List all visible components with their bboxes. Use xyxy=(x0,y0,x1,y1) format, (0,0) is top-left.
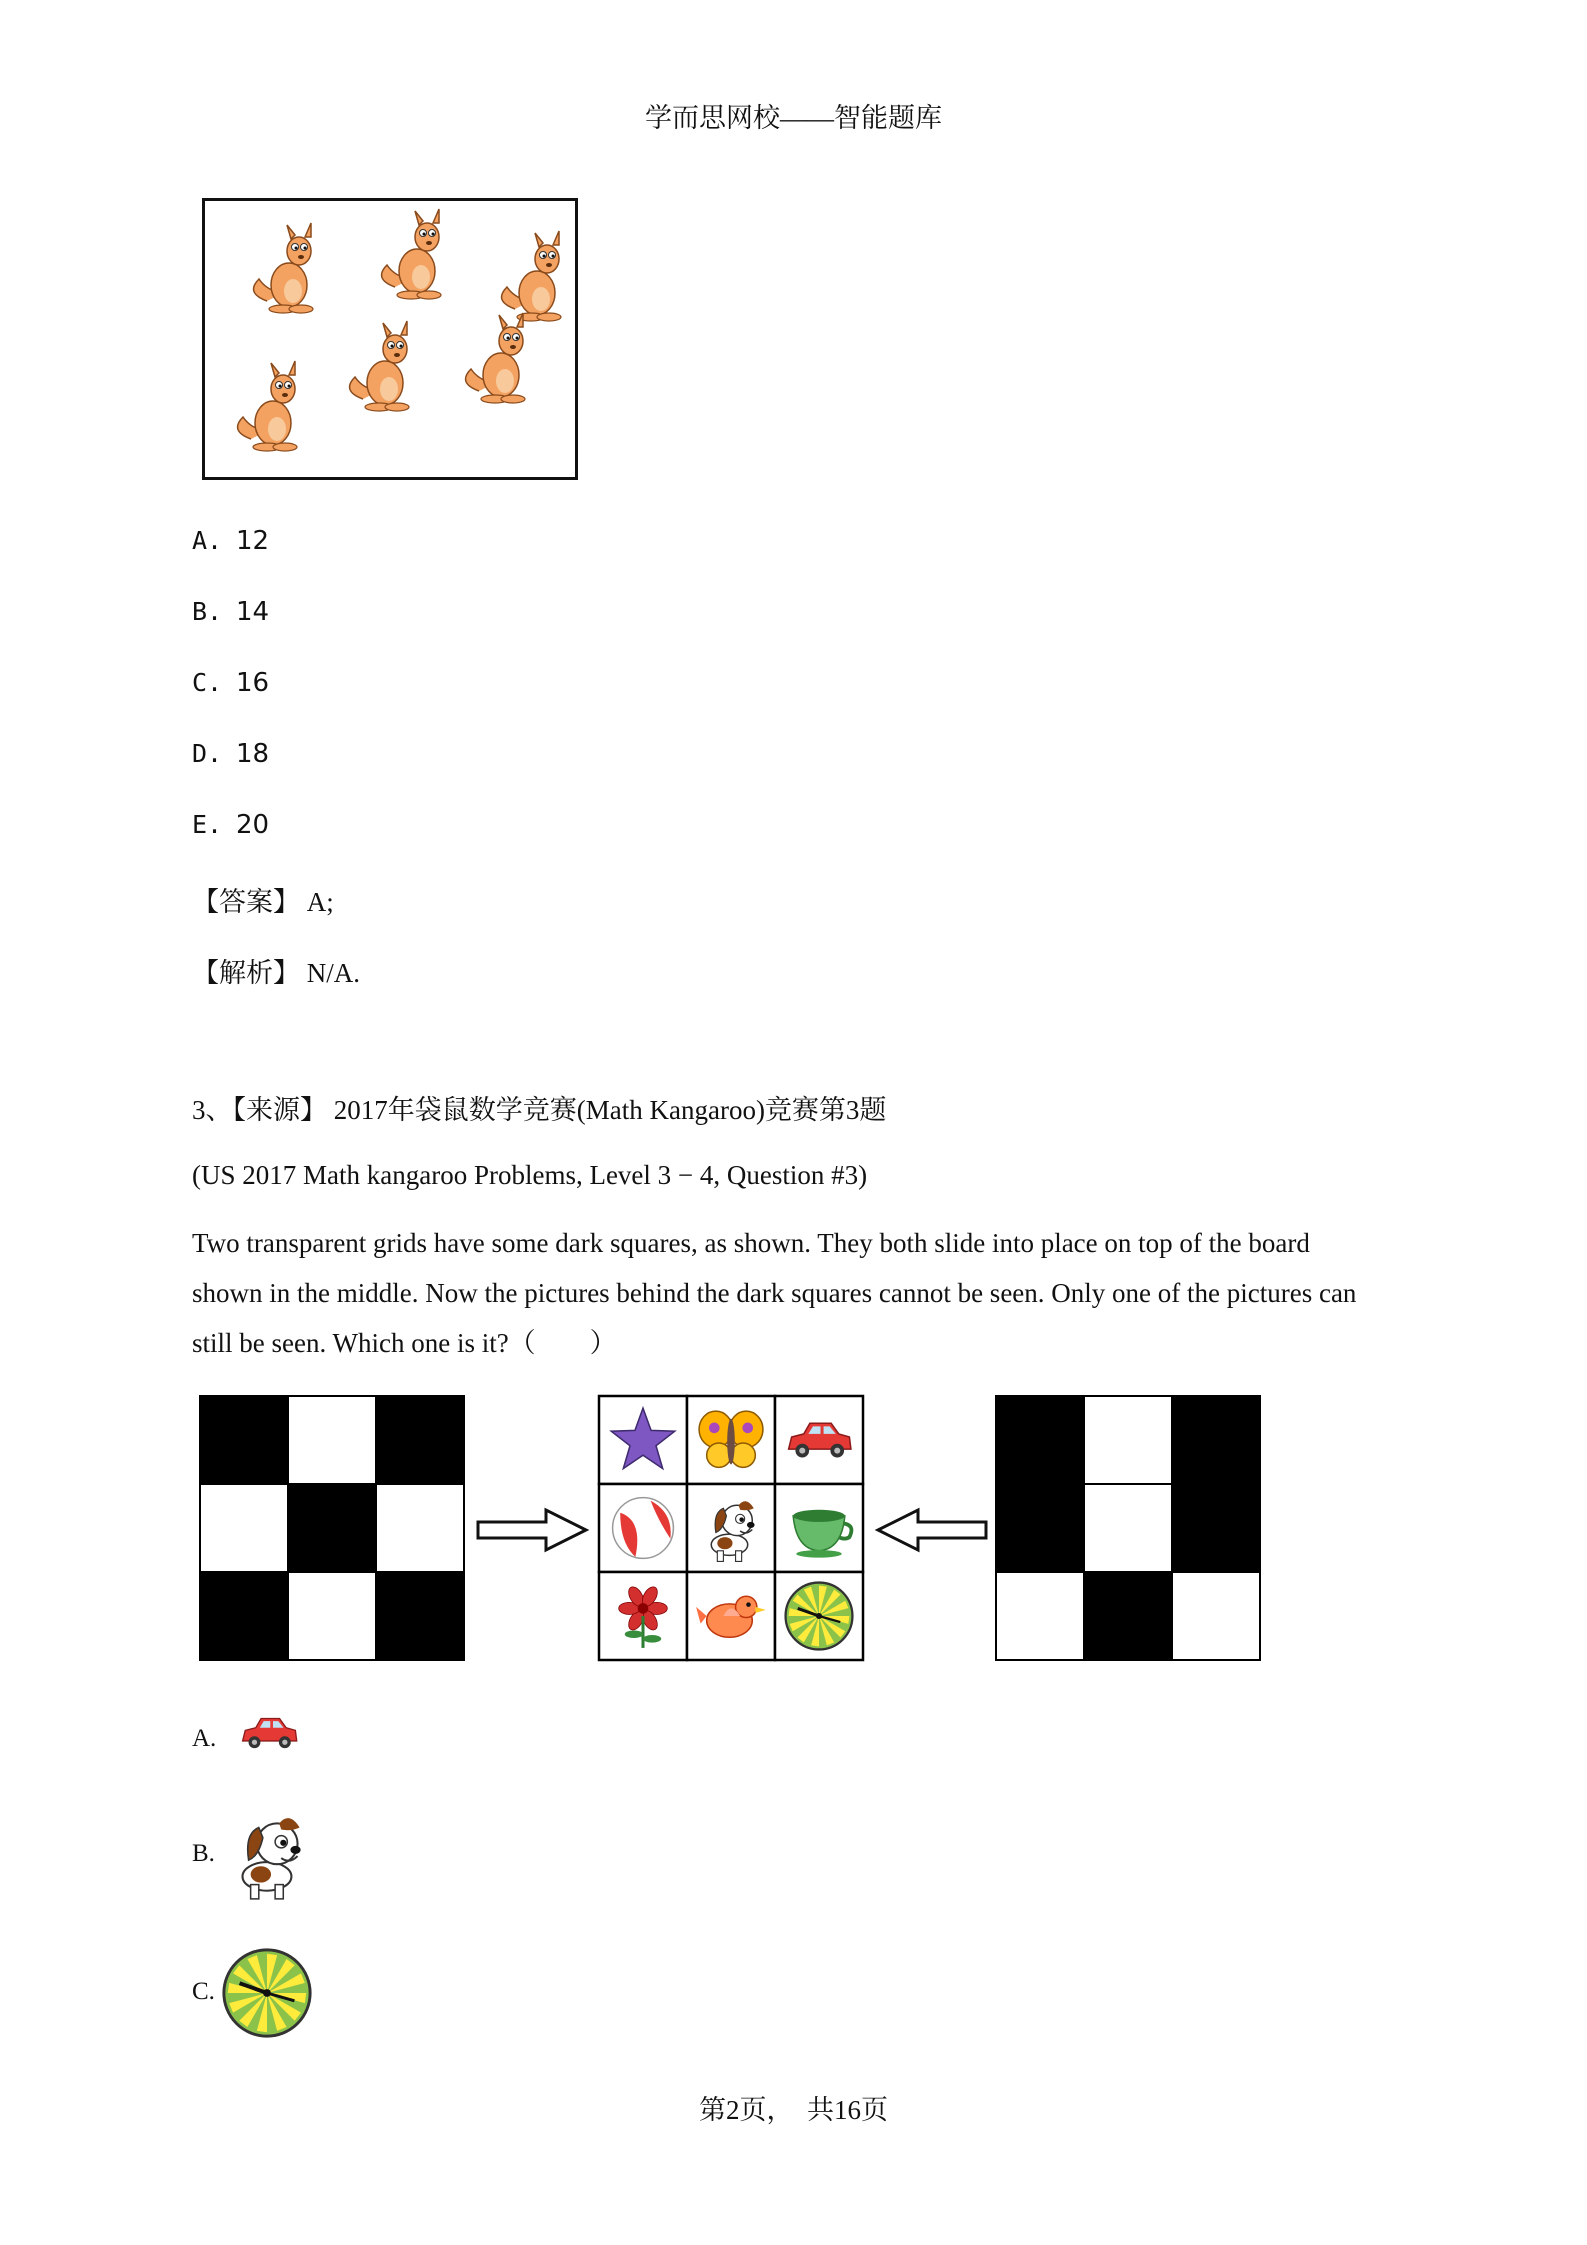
option-value: 14 xyxy=(236,597,270,627)
board-cell-clock xyxy=(775,1572,863,1660)
option-label: C. xyxy=(192,668,223,697)
dark-square xyxy=(288,1484,376,1572)
kangaroo-picture xyxy=(202,198,578,480)
dark-square xyxy=(200,1572,288,1660)
clear-square xyxy=(200,1484,288,1572)
option-label: E. xyxy=(192,810,223,839)
right-arrow-icon xyxy=(478,1510,586,1550)
option-b xyxy=(192,597,269,627)
dark-square xyxy=(1084,1572,1172,1660)
dark-square xyxy=(996,1396,1084,1484)
option-value: 18 xyxy=(236,739,270,769)
kangaroo-icon xyxy=(238,361,297,451)
dog-icon xyxy=(218,1795,320,1913)
kangaroo-icon xyxy=(254,223,313,313)
analysis-line: 【解析】 N/A. xyxy=(192,958,360,988)
option-c xyxy=(192,668,269,698)
board-cell-bird xyxy=(687,1572,775,1660)
kangaroo-illustration xyxy=(205,201,575,477)
option-value: 12 xyxy=(236,526,270,556)
option-label: A. xyxy=(192,526,223,555)
clear-square xyxy=(1084,1396,1172,1484)
board-cell-flower xyxy=(599,1572,687,1660)
clock-icon xyxy=(218,1944,316,2042)
picture-board xyxy=(599,1396,863,1660)
clear-square xyxy=(376,1484,464,1572)
option-d xyxy=(192,739,269,769)
left-arrow-icon xyxy=(878,1510,986,1550)
ball-icon xyxy=(613,1498,674,1559)
board-cell-car xyxy=(775,1396,863,1484)
kangaroo-icon xyxy=(350,321,409,411)
dark-square xyxy=(376,1396,464,1484)
kangaroo-icon xyxy=(466,313,525,403)
question-text: Two transparent grids have some dark squares, as shown. They both slide into place on top of the board shown in the middle. Now the pictures behind the dark squares cannot be seen. Only one of the pictures can still be seen. Which one is it?（ ） xyxy=(192,1228,1357,1358)
kangaroo-icon xyxy=(382,209,441,299)
clear-square xyxy=(1172,1572,1260,1660)
board-cell-dog xyxy=(687,1484,775,1572)
clock-icon xyxy=(786,1583,853,1650)
board-cell-butterfly xyxy=(687,1396,775,1484)
board-cell-star xyxy=(599,1396,687,1484)
page-footer: 第2页， 共16页 xyxy=(699,2095,888,2125)
clear-square xyxy=(996,1572,1084,1660)
dark-square xyxy=(200,1396,288,1484)
option-e xyxy=(192,810,269,840)
dark-square xyxy=(1172,1396,1260,1484)
option-value: 20 xyxy=(236,810,270,840)
dark-square xyxy=(376,1572,464,1660)
clear-square xyxy=(1084,1484,1172,1572)
left-grid xyxy=(200,1396,464,1660)
option-label: B. xyxy=(192,597,223,626)
clear-square xyxy=(288,1396,376,1484)
answer-line: 【答案】 A; xyxy=(192,887,334,917)
clear-square xyxy=(288,1572,376,1660)
kangaroo-icon xyxy=(502,231,561,321)
car-icon xyxy=(218,1700,320,1766)
board-cell-cup xyxy=(775,1484,863,1572)
option-a-label: A. xyxy=(192,1725,217,1752)
option-b-label: B. xyxy=(192,1840,215,1867)
question-source: 3、【来源】 2017年袋鼠数学竞赛(Math Kangaroo)竞赛第3题 xyxy=(192,1095,887,1125)
board-cell-ball xyxy=(599,1484,687,1572)
dark-square xyxy=(996,1484,1084,1572)
dark-square xyxy=(1172,1484,1260,1572)
right-grid xyxy=(996,1396,1260,1660)
option-c-label: C. xyxy=(192,1978,215,2005)
option-a xyxy=(192,526,269,556)
butterfly-icon xyxy=(699,1411,763,1467)
question-reference: (US 2017 Math kangaroo Problems, Level 3 − 4, Question #3) xyxy=(192,1160,868,1190)
option-value: 16 xyxy=(236,668,270,698)
option-label: D. xyxy=(192,739,223,768)
grids-figure xyxy=(196,1392,1272,1670)
page-header: 学而思网校——智能题库 xyxy=(645,103,942,133)
